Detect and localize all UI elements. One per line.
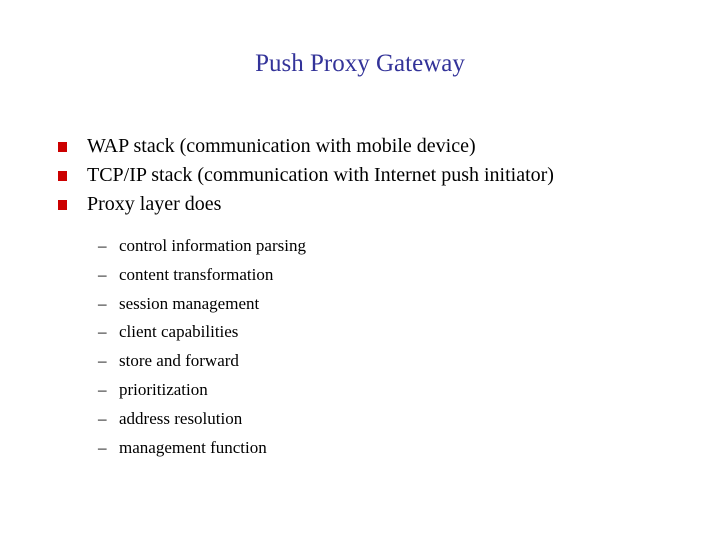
square-bullet-icon	[58, 142, 67, 152]
dash-bullet-icon: –	[98, 293, 107, 313]
dash-bullet-icon: –	[98, 322, 107, 342]
dash-bullet-icon: –	[98, 379, 107, 399]
sub-item-text: control information parsing	[119, 236, 306, 255]
sub-item-text: content transformation	[119, 264, 274, 284]
sub-item-text: address resolution	[119, 408, 243, 428]
dash-bullet-icon: –	[98, 236, 107, 255]
bullet-text: WAP stack (communication with mobile device)	[87, 135, 476, 157]
slide-title: Push Proxy Gateway	[255, 50, 465, 77]
sub-item-text: session management	[119, 293, 260, 313]
dash-bullet-icon: –	[98, 351, 107, 371]
sub-item-text: store and forward	[119, 351, 239, 371]
bullet-text: Proxy layer does	[87, 193, 222, 215]
square-bullet-icon	[58, 171, 67, 181]
sub-item-text: client capabilities	[119, 322, 239, 342]
dash-bullet-icon: –	[98, 408, 107, 428]
bullet-text: TCP/IP stack (communication with Internet push initiator)	[87, 164, 554, 186]
dash-bullet-icon: –	[98, 264, 107, 284]
sub-item-text: prioritization	[119, 379, 208, 399]
square-bullet-icon	[58, 200, 67, 210]
sub-item-text: management function	[119, 437, 267, 457]
dash-bullet-icon: –	[98, 437, 107, 457]
